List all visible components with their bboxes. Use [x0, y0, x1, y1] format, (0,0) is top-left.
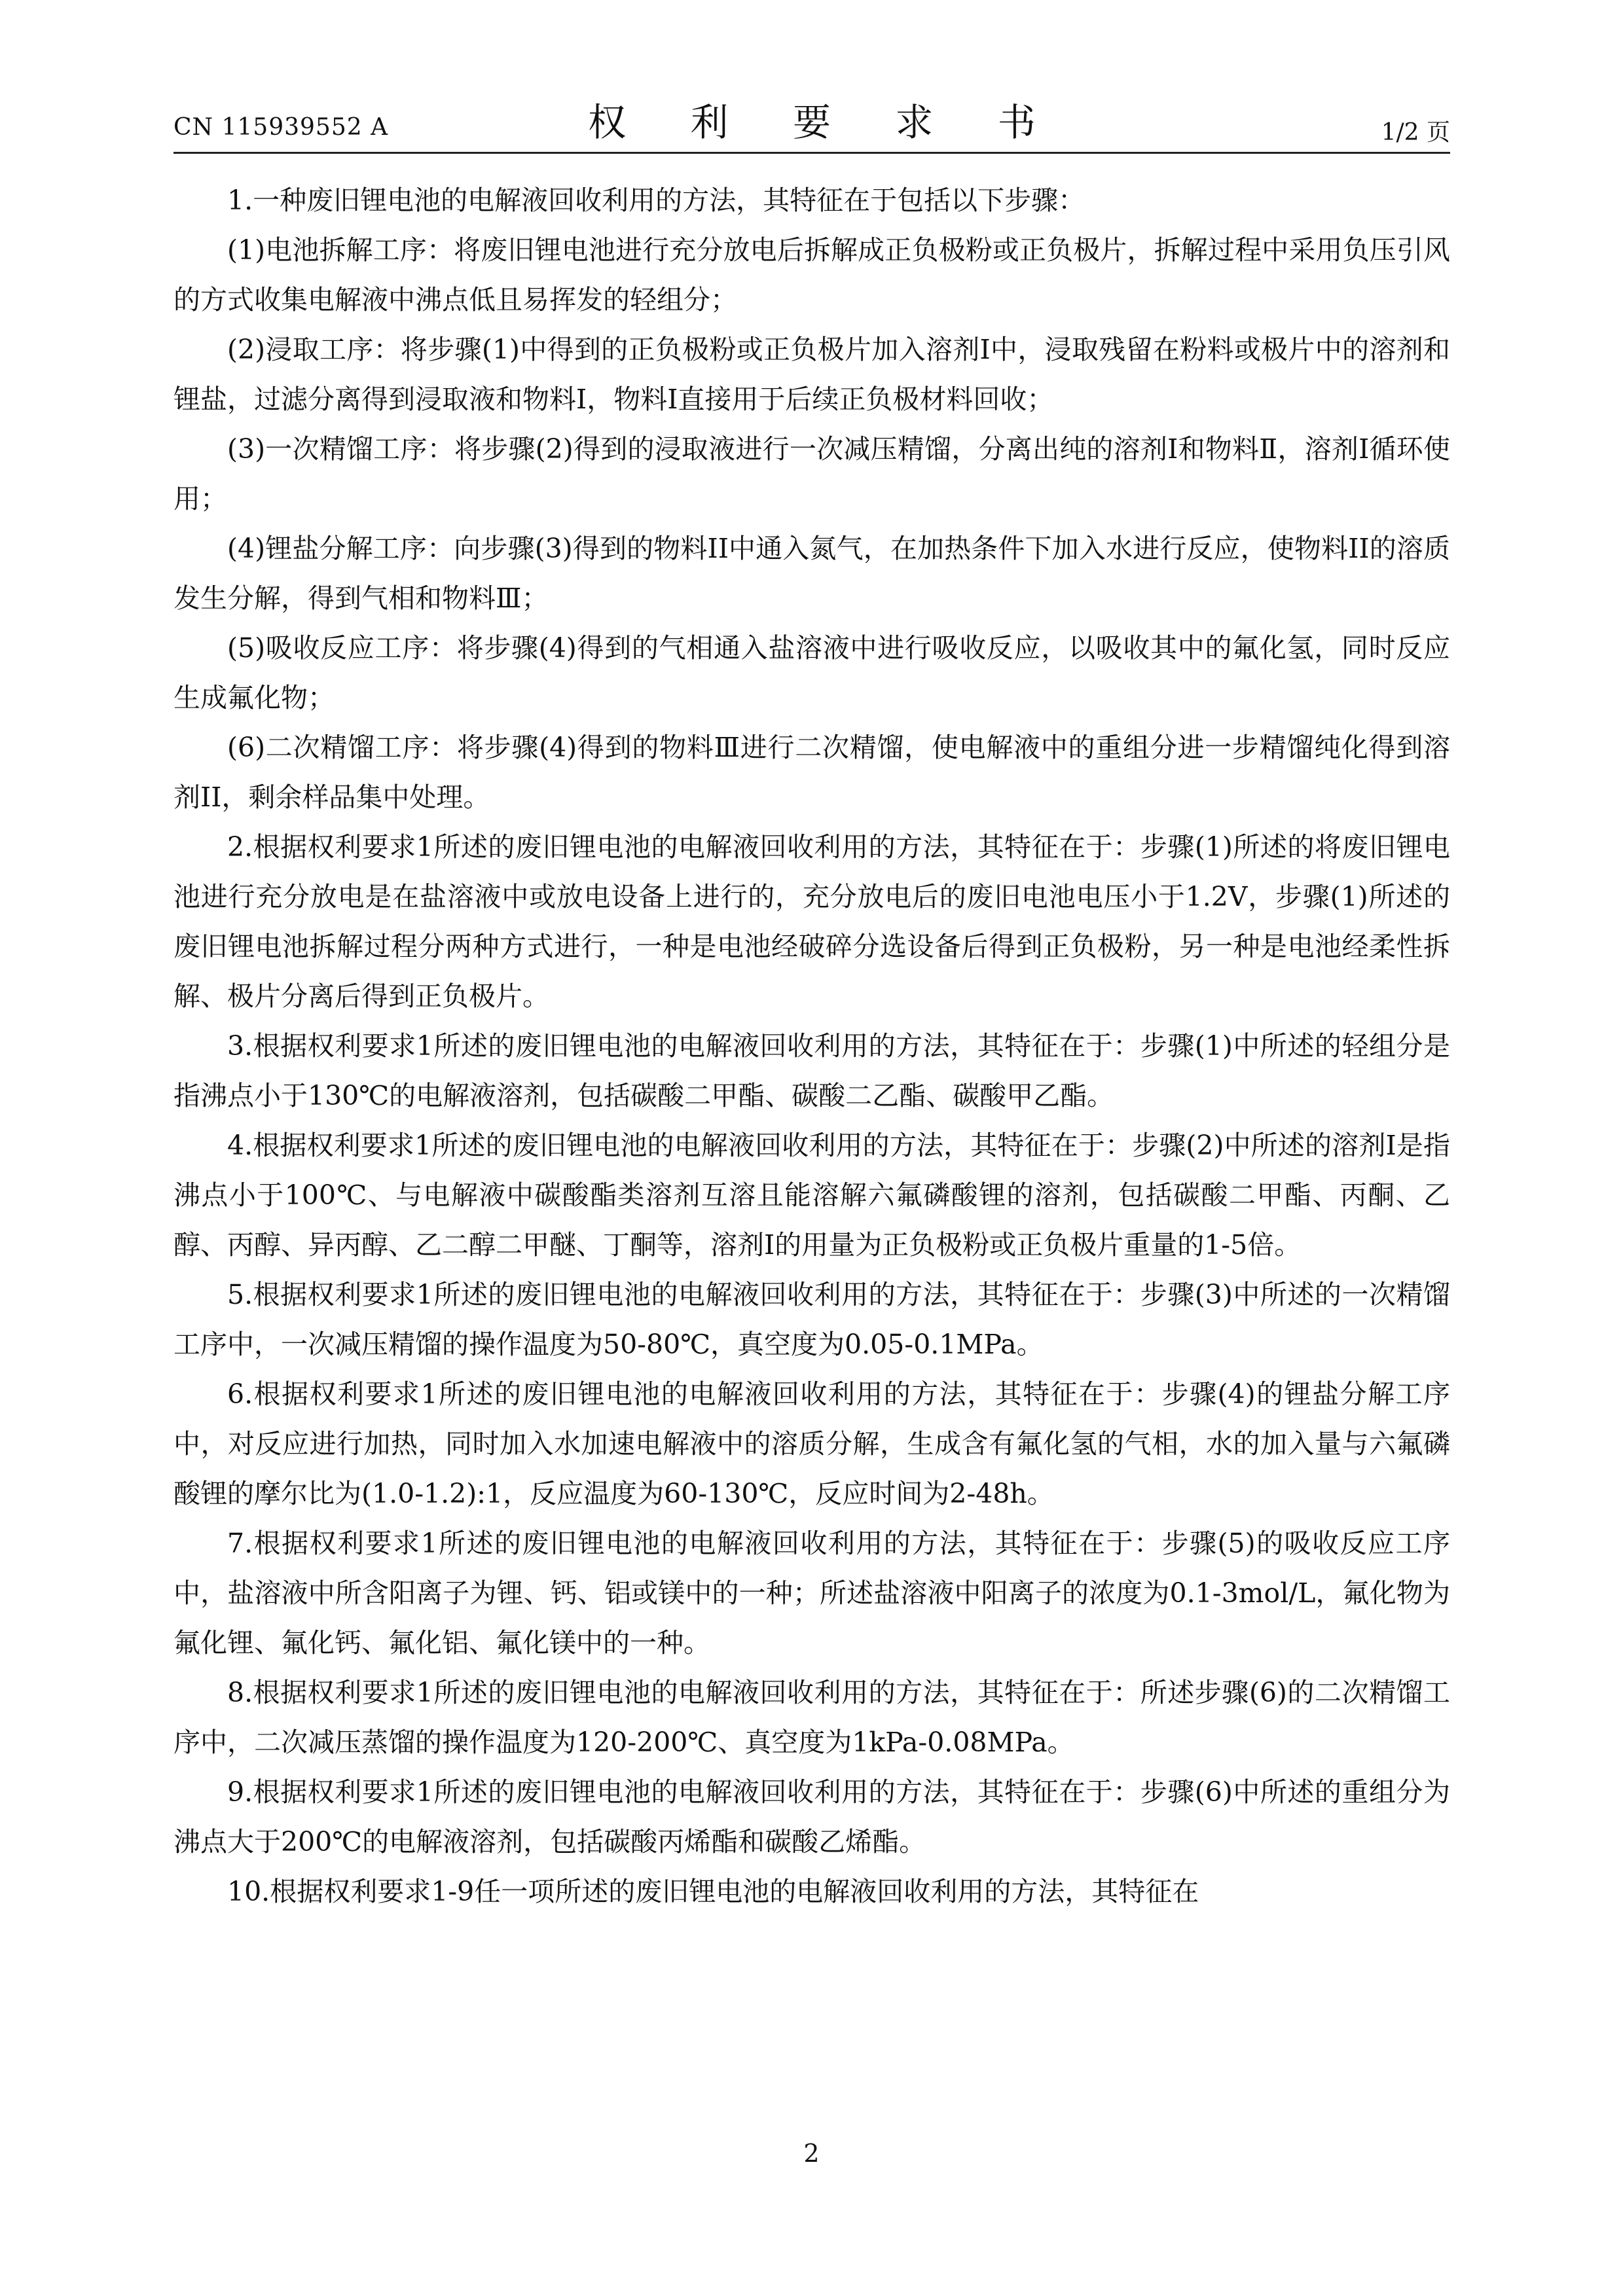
page-indicator: 1/2 页: [1381, 119, 1450, 146]
claim-4: 4.根据权利要求1所述的废旧锂电池的电解液回收利用的方法，其特征在于：步骤(2)中所述的溶剂I是指沸点小于100℃、与电解液中碳酸酯类溶剂互溶且能溶解六氟磷酸锂的溶剂，包括碳酸二甲酯、丙酮、乙醇、丙醇、异丙醇、乙二醇二甲醚、丁酮等，溶剂I的用量为正负极粉或正负极片重量的1-5倍。: [173, 1130, 1450, 1261]
claims-body: [173, 175, 1450, 2126]
claim-6: 6.根据权利要求1所述的废旧锂电池的电解液回收利用的方法，其特征在于：步骤(4)的锂盐分解工序中，对反应进行加热，同时加入水加速电解液中的溶质分解，生成含有氟化氢的气相，水的加入量与六氟磷酸锂的摩尔比为(1.0-1.2):1，反应温度为60-130℃，反应时间为2-48h。: [173, 1378, 1450, 1509]
document-title: 权 利 要 求 书: [588, 100, 1062, 145]
claim-3: 3.根据权利要求1所述的废旧锂电池的电解液回收利用的方法，其特征在于：步骤(1)中所述的轻组分是指沸点小于130℃的电解液溶剂，包括碳酸二甲酯、碳酸二乙酯、碳酸甲乙酯。: [173, 1030, 1450, 1111]
claim-5: 5.根据权利要求1所述的废旧锂电池的电解液回收利用的方法，其特征在于：步骤(3)中所述的一次精馏工序中，一次减压精馏的操作温度为50-80℃，真空度为0.05-0.1MPa。: [173, 1279, 1450, 1360]
claim-8: 8.根据权利要求1所述的废旧锂电池的电解液回收利用的方法，其特征在于：所述步骤(6)的二次精馏工序中，二次减压蒸馏的操作温度为120-200℃、真空度为1kPa-0.08MPa。: [173, 1677, 1450, 1758]
claim-2: 2.根据权利要求1所述的废旧锂电池的电解液回收利用的方法，其特征在于：步骤(1)所述的将废旧锂电池进行充分放电是在盐溶液中或放电设备上进行的，充分放电后的废旧电池电压小于1.2V，步骤(1)所述的废旧锂电池拆解过程分两种方式进行，一种是电池经破碎分选设备后得到正负极粉，另一种是电池经柔性拆解、极片分离后得到正负极片。: [173, 831, 1450, 1012]
publication-number: CN 115939552 A: [173, 114, 389, 141]
page-number: 2: [803, 2139, 820, 2168]
claim-1-step-1: (1)电池拆解工序：将废旧锂电池进行充分放电后拆解成正负极粉或正负极片，拆解过程中采用负压引风的方式收集电解液中沸点低且易挥发的轻组分；: [173, 234, 1450, 315]
claim-1-intro: 1.一种废旧锂电池的电解液回收利用的方法，其特征在于包括以下步骤：: [227, 185, 1085, 216]
claim-1-step-2: (2)浸取工序：将步骤(1)中得到的正负极粉或正负极片加入溶剂I中，浸取残留在粉料或极片中的溶剂和锂盐，过滤分离得到浸取液和物料I，物料I直接用于后续正负极材料回收；: [173, 334, 1450, 415]
claim-1-step-5: (5)吸收反应工序：将步骤(4)得到的气相通入盐溶液中进行吸收反应，以吸收其中的氟化氢，同时反应生成氟化物；: [173, 632, 1450, 713]
header-divider: [173, 152, 1450, 154]
claim-10-start: 10.根据权利要求1-9任一项所述的废旧锂电池的电解液回收利用的方法，其特征在: [227, 1876, 1199, 1907]
claim-7: 7.根据权利要求1所述的废旧锂电池的电解液回收利用的方法，其特征在于：步骤(5)的吸收反应工序中，盐溶液中所含阳离子为锂、钙、铝或镁中的一种；所述盐溶液中阳离子的浓度为0.1-3mol/L，氟化物为氟化锂、氟化钙、氟化铝、氟化镁中的一种。: [173, 1528, 1450, 1659]
claim-1-step-6: (6)二次精馏工序：将步骤(4)得到的物料Ⅲ进行二次精馏，使电解液中的重组分进一步精馏纯化得到溶剂II，剩余样品集中处理。: [173, 732, 1450, 813]
claim-1-step-3: (3)一次精馏工序：将步骤(2)得到的浸取液进行一次减压精馏，分离出纯的溶剂I和物料Ⅱ，溶剂I循环使用；: [173, 433, 1450, 514]
claim-9: 9.根据权利要求1所述的废旧锂电池的电解液回收利用的方法，其特征在于：步骤(6)中所述的重组分为沸点大于200℃的电解液溶剂，包括碳酸丙烯酯和碳酸乙烯酯。: [173, 1776, 1450, 1857]
claim-1-step-4: (4)锂盐分解工序：向步骤(3)得到的物料II中通入氮气，在加热条件下加入水进行反应，使物料II的溶质发生分解，得到气相和物料Ⅲ；: [173, 533, 1450, 614]
